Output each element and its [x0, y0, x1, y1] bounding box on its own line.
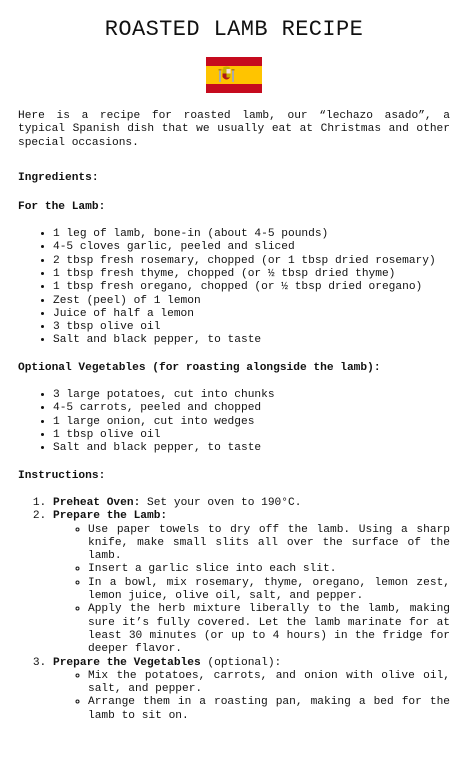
lamb-ingredient-list	[18, 228, 450, 348]
list-item: • Salt and black pepper, to taste	[53, 334, 450, 347]
list-item: • Salt and black pepper, to taste	[53, 442, 450, 455]
substep-item: ◦ Insert a garlic slice into each slit.	[88, 563, 450, 576]
spain-flag-icon	[206, 57, 262, 93]
flag-container	[18, 57, 450, 93]
substep-item: ◦ Arrange them in a roasting pan, making a bed for the lamb to sit on.	[88, 696, 450, 723]
instructions-heading: Instructions:	[18, 469, 106, 482]
step-title: Prepare the Vegetables	[53, 656, 201, 669]
vegetable-list	[18, 389, 450, 455]
step-title: Preheat Oven:	[53, 497, 141, 509]
instruction-steps	[18, 497, 450, 723]
step-title: Prepare the Lamb:	[53, 510, 168, 523]
list-item: • 2 tbsp fresh rosemary, chopped (or 1 tbsp dried rosemary)	[53, 255, 450, 268]
list-item: • 1 tbsp olive oil	[53, 429, 450, 442]
list-item: • 1 leg of lamb, bone-in (about 4-5 pounds)	[53, 228, 450, 241]
flag-bottom-stripe	[206, 84, 262, 93]
list-item: • 1 large onion, cut into wedges	[53, 416, 450, 429]
intro-paragraph: Here is a recipe for roasted lamb, our “lechazo asado”, a typical Spanish dish that we usually eat at Christmas and other special occasions.	[18, 110, 450, 149]
ingredients-heading: Ingredients:	[18, 172, 99, 185]
list-item: • 1 tbsp fresh thyme, chopped (or ½ tbsp dried thyme)	[53, 268, 450, 281]
substep-item: ◦ Use paper towels to dry off the lamb. Using a sharp knife, make small slits all over the surface of the lamb.	[88, 524, 450, 564]
list-item: • 3 tbsp olive oil	[53, 321, 450, 334]
list-item: • 3 large potatoes, cut into chunks	[53, 389, 450, 402]
vegetable-substeps	[53, 670, 450, 723]
list-item: • 4-5 carrots, peeled and chopped	[53, 402, 450, 415]
list-item: • Juice of half a lemon	[53, 308, 450, 321]
step-preheat	[53, 497, 450, 510]
list-item: • 1 tbsp fresh oregano, chopped (or ½ tbsp dried oregano)	[53, 281, 450, 294]
step-prepare-lamb	[53, 510, 450, 656]
lamb-heading: For the Lamb:	[18, 200, 106, 213]
list-item: • 4-5 cloves garlic, peeled and sliced	[53, 241, 450, 254]
step-text: (optional):	[200, 656, 282, 669]
substep-item: ◦ Apply the herb mixture liberally to the lamb, making sure it’s fully covered. Let the lamb marinate for at least 30 minutes (or up to 4 hours) in the fridge for deeper flavor.	[88, 603, 450, 656]
lamb-substeps	[53, 524, 450, 657]
substep-item: ◦ In a bowl, mix rosemary, thyme, oregano, lemon zest, lemon juice, olive oil, salt, and pepper.	[88, 577, 450, 604]
step-text: Set your oven to 190°C.	[140, 497, 302, 509]
page-title: ROASTED LAMB RECIPE	[104, 17, 364, 42]
step-prepare-vegetables	[53, 657, 450, 723]
list-item: • Zest (peel) of 1 lemon	[53, 295, 450, 308]
vegetables-heading: Optional Vegetables (for roasting alongside the lamb):	[18, 361, 381, 374]
substep-item: ◦ Mix the potatoes, carrots, and onion with olive oil, salt, and pepper.	[88, 670, 450, 697]
flag-top-stripe	[206, 57, 262, 66]
